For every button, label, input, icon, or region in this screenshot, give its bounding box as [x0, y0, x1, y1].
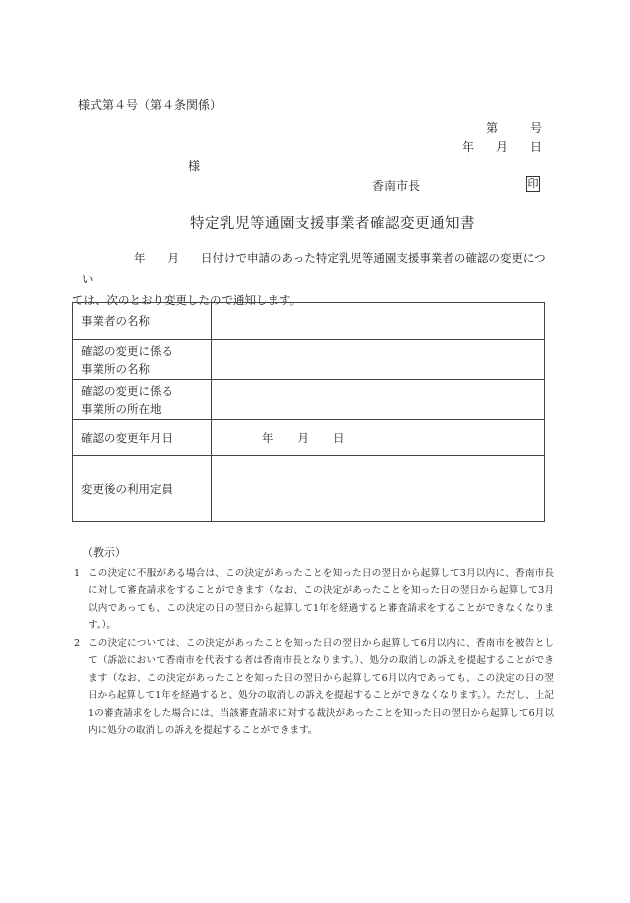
note-item [74, 565, 554, 635]
note-number: 1 [74, 567, 81, 579]
row-label-text: 変更後の利用定員 [81, 481, 173, 496]
row-value [212, 340, 545, 380]
row-label [73, 456, 212, 522]
table-row [73, 340, 545, 380]
row-value [212, 420, 545, 456]
note-text: この決定に不服がある場合は、この決定があったことを知った日の翌日から起算して3月以内に、香南市長に対して審査請求をすることができます（なお、この決定があったことを知った日の翌日から起算して3月以内であっても、この決定の日の翌日から起算して1年を経過すると審査請求をすることができなくなります。）。 [88, 567, 554, 631]
document-title: 特定乳児等通園支援事業者確認変更通知書 [190, 216, 475, 232]
change-day: 日 [333, 430, 345, 445]
note-text: この決定については、この決定があったことを知った日の翌日から起算して6月以内に、香南市を被告として（訴訟において香南市を代表する者は香南市長となります。）、処分の取消しの訴えを提起することができます（なお、この決定があったことを知った日の翌日から起算して6月以内であっても、この決定の日の翌日から起算して1年を経過すると、処分の取消しの訴えを提起することができなくなります。）。ただし、上記1の審査請求をした場合には、当該審査請求に対する裁決があったことを知った日の翌日から起算して6月以内に処分の取消しの訴えを提起することができます。 [88, 637, 554, 736]
number-label-go: 号 [530, 121, 543, 135]
lead-line-1 [82, 248, 552, 290]
form-number: 様式第４号（第４条関係） [78, 98, 223, 112]
row-label-text: 確認の変更年月日 [81, 430, 173, 445]
note-number: 2 [74, 637, 81, 649]
lead-line-2: ては、次のとおり変更したので通知します。 [72, 293, 302, 307]
change-year: 年 [262, 430, 274, 445]
info-table [72, 302, 545, 522]
date-day: 日 [530, 140, 543, 154]
row-label [73, 303, 212, 340]
lead-day-text: 日付けで申請のあった特定乳児等通園支援事業者の確認の変更につい [82, 251, 546, 286]
number-label-dai: 第 [486, 121, 499, 135]
row-value [212, 380, 545, 420]
row-value [212, 303, 545, 340]
issuer: 香南市長 [372, 179, 421, 193]
row-label-text: 事業所の名称 [81, 361, 150, 376]
row-label [73, 420, 212, 456]
lead-month: 月 [167, 251, 179, 265]
row-label-text: 確認の変更に係る [81, 343, 173, 358]
note-item [74, 635, 554, 740]
change-month: 月 [297, 430, 309, 445]
row-value [212, 456, 545, 522]
notes-heading: （教示） [82, 546, 126, 559]
seal-mark: 印 [527, 177, 539, 190]
lead-year: 年 [134, 251, 146, 265]
table-row [73, 420, 545, 456]
row-label [73, 380, 212, 420]
row-label-text: 事業所の所在地 [81, 401, 162, 416]
date-year: 年 [462, 140, 475, 154]
table-row [73, 456, 545, 522]
row-label-text: 確認の変更に係る [81, 383, 173, 398]
date-month: 月 [496, 140, 509, 154]
addressee-suffix: 様 [188, 159, 201, 173]
table-row [73, 380, 545, 420]
notes-section [74, 544, 554, 740]
row-label-text: 事業者の名称 [81, 314, 150, 328]
row-label [73, 340, 212, 380]
table-row [73, 303, 545, 340]
